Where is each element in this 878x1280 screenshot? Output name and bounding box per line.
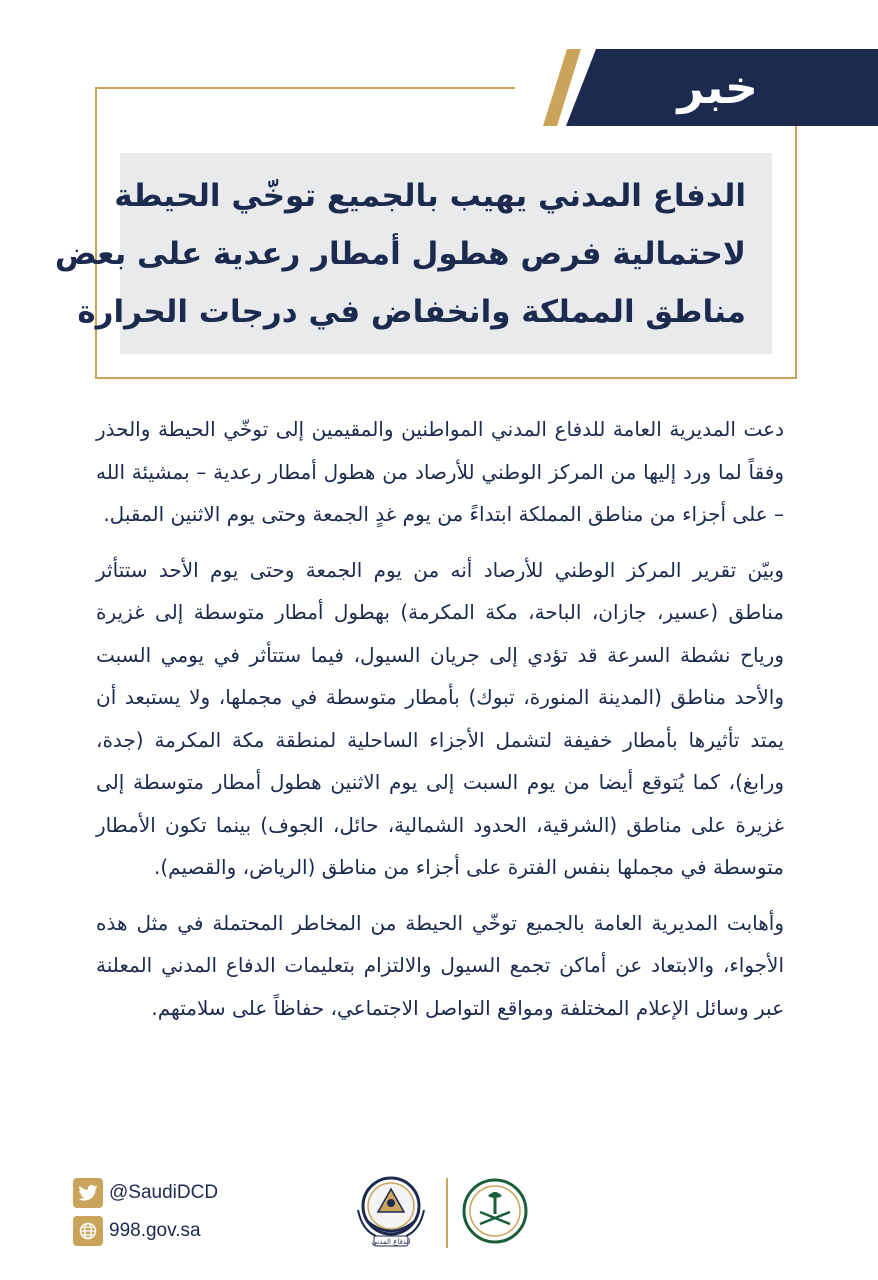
twitter-link[interactable] — [73, 1176, 273, 1210]
twitter-icon — [73, 1178, 103, 1208]
headline-panel — [54, 153, 772, 354]
article-body — [96, 408, 784, 1042]
civil-defense-logo — [350, 1170, 432, 1252]
civil-logo-label: الدفاع المدني — [371, 1238, 411, 1246]
headline-line-3: مناطق المملكة وانخفاض في درجات الحرارة — [77, 294, 746, 330]
headline-line-2: لاحتمالية فرص هطول أمطار رعدية على بعض — [54, 236, 746, 272]
website-link[interactable] — [73, 1214, 273, 1248]
logo-divider — [446, 1178, 448, 1248]
website-url: 998.gov.sa — [109, 1220, 201, 1241]
footer-social — [73, 1176, 273, 1252]
ministry-logo — [462, 1178, 528, 1244]
paragraph-3: وأهابت المديرية العامة بالجميع توخّي الحيطة من المخاطر المحتملة في مثل هذه الأجواء، والابتعاد عن أماكن تجمع السيول والالتزام بتعليمات الدفاع المدني المعلنة عبر وسائل الإعلام المختلفة ومواقع التواصل الاجتماعي، حفاظاً على سلامتهم. — [96, 910, 784, 1020]
globe-icon — [73, 1216, 103, 1246]
paragraph-1: دعت المديرية العامة للدفاع المدني المواطنين والمقيمين إلى توخّي الحيطة والحذر وفقاً لما ورد إليها من المركز الوطني للأرصاد من هطول أمطار رعدية – بمشيئة الله – على أجزاء من مناطق المملكة ابتداءً من يوم غدٍ الجمعة وحتى يوم الاثنين المقبل. — [96, 417, 784, 526]
news-label: خبر — [677, 60, 758, 114]
paragraph-2: وبيّن تقرير المركز الوطني للأرصاد أنه من يوم الجمعة وحتى يوم الأحد ستتأثر مناطق (عسير، جازان، الباحة، مكة المكرمة) بهطول أمطار متوسطة إلى غزيرة ورياح نشطة السرعة قد تؤدي إلى جريان السيول، فيما ستتأثر في يومي السبت والأحد مناطق (المدينة المنورة، تبوك) بأمطار متوسطة في مجملها، ولا يستبعد أن يمتد تأثيرها بأمطار خفيفة لتشمل الأجزاء الساحلية لمنطقة مكة المكرمة (جدة، ورابغ)، كما يُتوقع أيضا من يوم السبت إلى يوم الاثنين هطول أمطار متوسطة إلى غزيرة على مناطق (الشرقية، الحدود الشمالية، حائل، الجوف) بينما تكون الأمطار متوسطة في مجملها بنفس الفترة على أجزاء من مناطق (الرياض، والقصيم). — [96, 557, 784, 879]
headline-line-1: الدفاع المدني يهيب بالجميع توخّي الحيطة — [114, 178, 746, 214]
twitter-handle: @SaudiDCD — [109, 1182, 219, 1203]
